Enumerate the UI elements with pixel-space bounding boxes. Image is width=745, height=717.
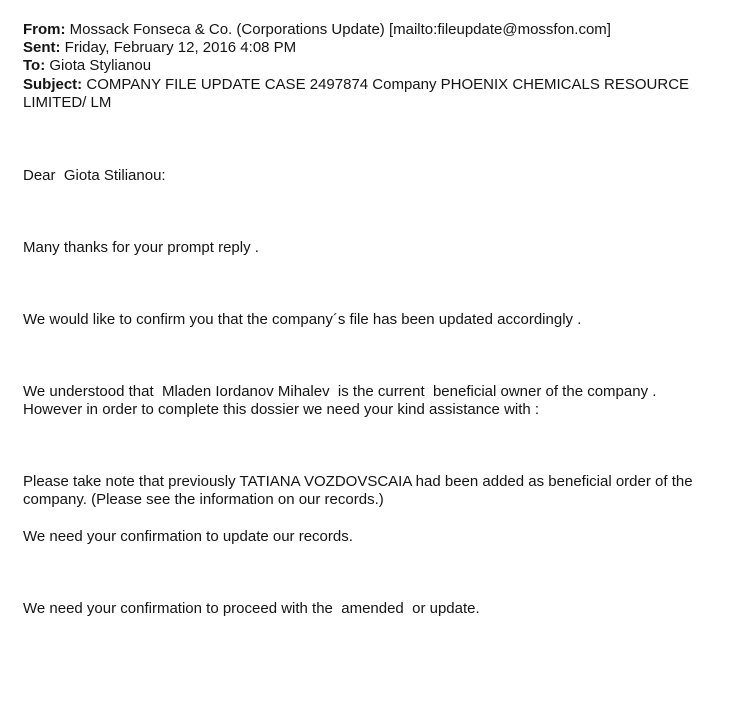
paragraph-update-records: We need your confirmation to update our records. <box>23 528 353 545</box>
sent-value: Friday, February 12, 2016 4:08 PM <box>60 39 297 56</box>
subject-label: Subject: <box>23 76 83 93</box>
subject-value: COMPANY FILE UPDATE CASE 2497874 Company PHOENIX CHEMICALS RESOURCE LIMITED/ LM <box>23 76 690 111</box>
paragraph-proceed: We need your confirmation to proceed with the amended or update. <box>23 600 480 617</box>
from-value: Mossack Fonseca & Co. (Corporations Update) [mailto:fileupdate@mossfon.com] <box>65 21 611 38</box>
paragraph-owner-line1: We understood that Mladen Iordanov Mihalev is the current beneficial owner of the company . <box>23 383 657 400</box>
sent-label: Sent: <box>23 39 61 56</box>
paragraph-owner-line2: However in order to complete this dossier we need your kind assistance with : <box>23 401 540 418</box>
from-line <box>23 21 611 39</box>
paragraph-thanks: Many thanks for your prompt reply . <box>23 239 259 256</box>
greeting: Dear Giota Stilianou: <box>23 167 166 184</box>
to-line <box>23 57 151 75</box>
subject-line <box>23 76 713 112</box>
from-label: From: <box>23 21 66 38</box>
sent-line <box>23 39 296 57</box>
paragraph-note: Please take note that previously TATIANA VOZDOVSCAIA had been added as beneficial order of the company. (Please see the information on our records.) <box>23 473 693 508</box>
to-value: Giota Stylianou <box>45 57 152 74</box>
to-label: To: <box>23 57 46 74</box>
paragraph-confirm: We would like to confirm you that the company´s file has been updated accordingly . <box>23 311 582 328</box>
